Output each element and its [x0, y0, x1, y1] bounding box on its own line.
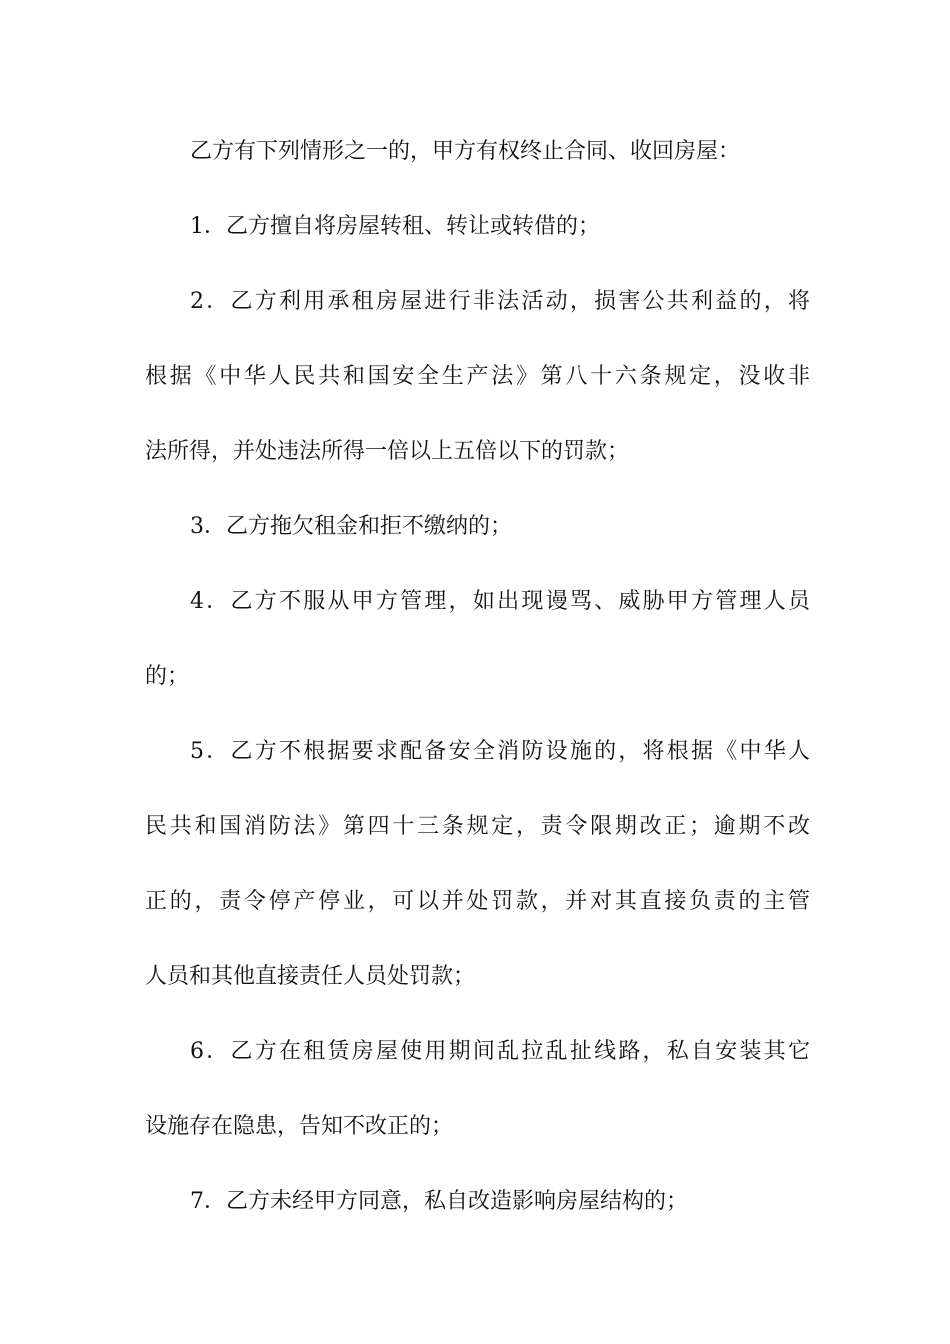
item-2-line-1: 2．乙方利用承租房屋进行非法活动，损害公共利益的，将 [190, 289, 810, 314]
item-2-line-3: 法所得，并处违法所得一倍以上五倍以下的罚款； [145, 439, 630, 464]
item-5-line-2: 民共和国消防法》第四十三条规定，责令限期改正；逾期不改 [145, 814, 810, 839]
item-4-line-2: 的； [145, 664, 190, 689]
item-3-line: 3．乙方拖欠租金和拒不缴纳的； [190, 514, 512, 539]
intro-line: 乙方有下列情形之一的，甲方有权终止合同、收回房屋： [190, 139, 741, 164]
item-4-line-1: 4．乙方不服从甲方管理，如出现谩骂、威胁甲方管理人员 [190, 589, 810, 614]
item-5-line-3: 正的，责令停产停业，可以并处罚款，并对其直接负责的主管 [145, 889, 810, 914]
item-7-line: 7．乙方未经甲方同意，私自改造影响房屋结构的； [190, 1189, 688, 1214]
item-2-line-2: 根据《中华人民共和国安全生产法》第八十六条规定，没收非 [145, 364, 810, 389]
item-6-line-2: 设施存在隐患，告知不改正的； [145, 1114, 454, 1139]
item-6-line-1: 6．乙方在租赁房屋使用期间乱拉乱扯线路，私自安装其它 [190, 1039, 810, 1064]
item-5-line-4: 人员和其他直接责任人员处罚款； [145, 964, 476, 989]
item-5-line-1: 5．乙方不根据要求配备安全消防设施的，将根据《中华人 [190, 739, 810, 764]
item-1-line: 1．乙方擅自将房屋转租、转让或转借的； [190, 214, 600, 239]
